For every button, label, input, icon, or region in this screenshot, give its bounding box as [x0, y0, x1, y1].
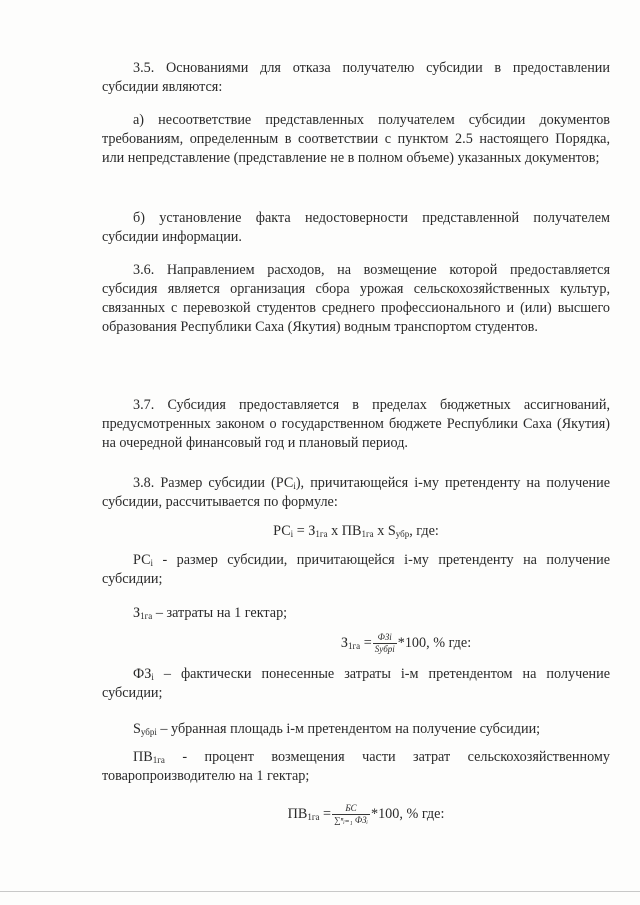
formula-symbol: РС	[133, 552, 151, 568]
subscript: 1га	[315, 529, 328, 539]
subscript: убрi	[140, 727, 157, 737]
formula-cost-per-hectare	[152, 632, 640, 655]
text-run: – фактически понесенные затраты i-м претендентом на получение субсидии;	[102, 666, 610, 701]
fraction-numerator: ФЗi	[373, 632, 397, 644]
paragraph-text: 3.7. Субсидия предоставляется в пределах бюджетных ассигнований, предусмотренных законом о государственном бюджете Республики Саха (Якутия) на очередной финансовый год и плановый период.	[102, 397, 610, 451]
subscript: 1га	[347, 640, 361, 651]
fraction-denominator: Syбpi	[374, 644, 395, 654]
subscript: i	[151, 672, 154, 682]
definition-pv	[102, 748, 610, 786]
fraction-numerator: БС	[332, 803, 370, 815]
section-3-6	[102, 261, 610, 337]
text-run: 3.8. Размер субсидии (РС	[133, 475, 294, 491]
subscript: i	[290, 529, 294, 539]
subscript: убр	[395, 529, 410, 539]
formula-symbol: х ПВ	[327, 523, 362, 539]
formula-symbol: = З	[293, 523, 316, 539]
formula-symbol: =	[360, 634, 372, 651]
paragraph-text	[102, 748, 610, 786]
subscript: 1га	[307, 811, 320, 822]
section-3-8	[102, 474, 610, 512]
subscript: i	[293, 481, 296, 491]
subscript: 1га	[152, 755, 165, 765]
definition-fz	[102, 665, 610, 703]
formula-symbol: ПВ	[133, 749, 153, 765]
formula-reimbursement-percent	[112, 803, 620, 826]
formula-symbol: РС	[273, 523, 291, 539]
fraction-denominator: ∑ⁿᵢ₌₁ ФЗᵢ	[334, 815, 368, 825]
section-3-5-intro	[102, 59, 610, 97]
text-run: – затраты на 1 гектар;	[152, 605, 288, 621]
subscript: i	[150, 558, 154, 568]
formula-symbol: З	[340, 634, 348, 651]
formula-symbol: S	[133, 721, 141, 737]
subscript: 1га	[361, 529, 374, 539]
fraction	[332, 803, 370, 826]
subscript: 1га	[140, 611, 153, 621]
definition-pc	[102, 551, 610, 589]
formula-symbol: х S	[373, 523, 396, 539]
scan-edge-divider	[0, 891, 640, 892]
formula-symbol: ПВ	[287, 805, 308, 822]
formula-symbol: =	[319, 805, 332, 822]
fraction	[373, 632, 397, 655]
paragraph-text: 3.5. Основаниями для отказа получателю субсидии в предоставлении субсидии являются:	[102, 60, 610, 95]
paragraph-text: а) несоответствие представленных получателем субсидии документов требованиям, определенным в соответствии с пунктом 2.5 настоящего Порядка, или непредставление (представление не в полном объеме) указанных документов;	[102, 112, 610, 166]
paragraph-text	[102, 474, 610, 512]
paragraph-text	[102, 720, 610, 739]
formula-text: , где:	[409, 523, 439, 539]
text-run: - процент возмещения части затрат сельскохозяйственному товаропроизводителю на 1 гектар;	[102, 749, 610, 784]
paragraph-text: 3.6. Направлением расходов, на возмещение которой предоставляется субсидия является организация сбора урожая сельскохозяйственных культур, связанных с перевозкой студентов среднего профессионального и (или) высшего образования Республики Саха (Якутия) водным транспортом студентов.	[102, 262, 610, 335]
definition-s	[102, 720, 610, 739]
formula-subsidy-size	[102, 522, 610, 541]
paragraph-text	[102, 551, 610, 589]
paragraph-text	[102, 665, 610, 703]
formula-symbol: З	[133, 605, 141, 621]
section-3-7	[102, 396, 610, 453]
text-run: - размер субсидии, причитающейся i-му претенденту на получение субсидии;	[102, 552, 610, 587]
formula-text: *100, % где:	[370, 805, 445, 822]
formula-symbol: ФЗ	[133, 666, 152, 682]
paragraph-text: б) установление факта недостоверности представленной получателем субсидии информации.	[102, 210, 610, 245]
section-3-5-item-b	[102, 209, 610, 247]
definition-z	[102, 604, 610, 623]
formula-text: *100, % где:	[397, 634, 472, 651]
section-3-5-item-a	[102, 111, 610, 168]
paragraph-text	[102, 604, 610, 623]
text-run: ), причитающейся i-му претенденту на получение субсидии, рассчитывается по формуле:	[102, 475, 610, 510]
text-run: – убранная площадь i-м претендентом на получение субсидии;	[156, 721, 541, 737]
